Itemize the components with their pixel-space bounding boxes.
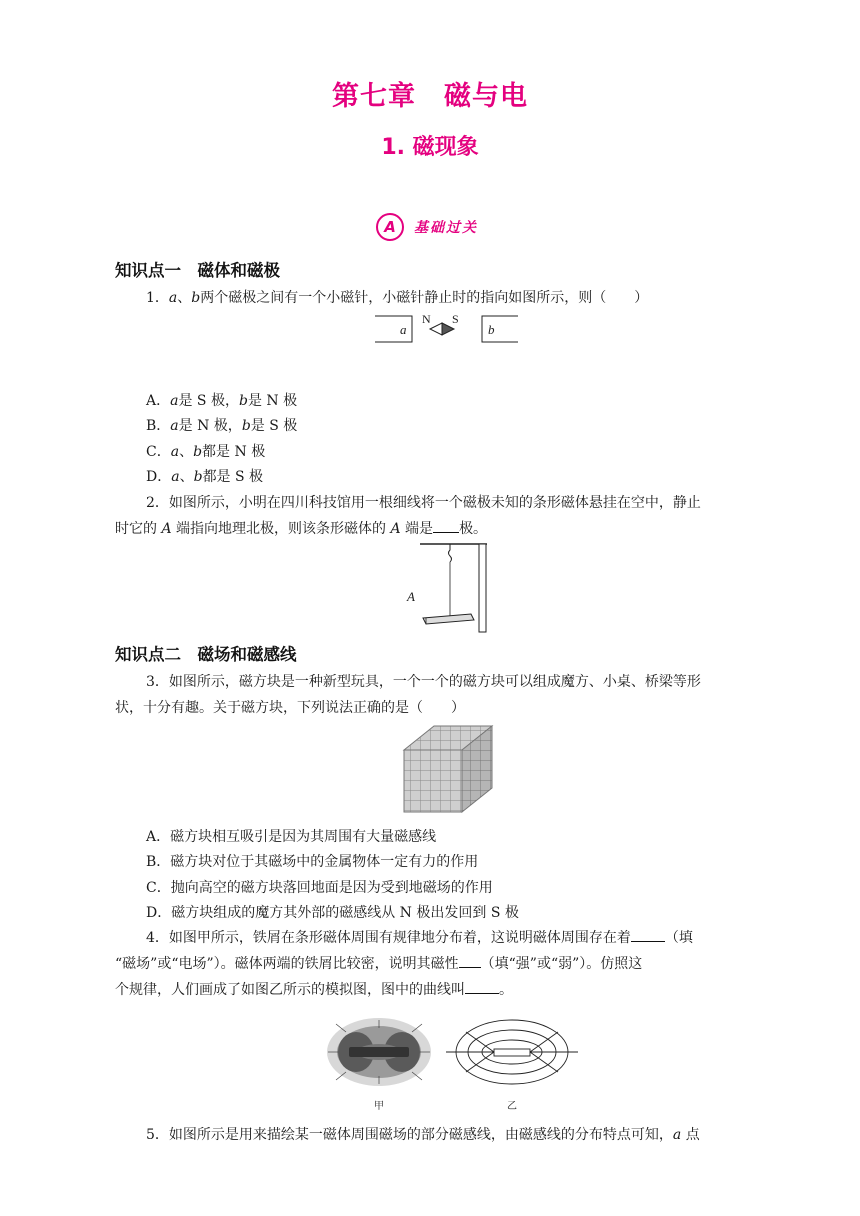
- question-3-option-b[interactable]: [146, 852, 478, 872]
- option-text: 是 S 极: [250, 418, 298, 434]
- question-1-option-d[interactable]: [146, 467, 263, 487]
- var-a: a: [168, 290, 178, 306]
- option-var: a: [171, 469, 180, 485]
- question-text: 点: [681, 1127, 700, 1143]
- knowledge-point-heading-1: 知识点一 磁体和磁极: [115, 261, 280, 280]
- option-var: a: [170, 444, 180, 460]
- question-text: 极。: [459, 521, 488, 537]
- option-text: 、: [179, 444, 194, 460]
- question-text: 如图所示是用来描绘某一磁体周围磁场的部分磁感线，由磁感线的分布特点可知，: [168, 1127, 673, 1143]
- separator: 、: [177, 290, 192, 306]
- option-var: b: [241, 418, 251, 434]
- option-text: 磁方块组成的魔方其外部的磁感线从 N 极出发回到 S 极: [171, 905, 519, 921]
- question-1-option-a[interactable]: [146, 391, 297, 411]
- option-text: 都是 S 极: [202, 469, 264, 485]
- option-letter: C．: [146, 880, 171, 896]
- bar-magnet-icon: [423, 614, 474, 624]
- option-letter: A．: [146, 393, 171, 409]
- option-text: 抛向高空的磁方块落回地面是因为受到地磁场的作用: [170, 880, 493, 896]
- figure-label-b: b: [488, 322, 495, 337]
- figure-label-a: A: [407, 589, 415, 604]
- question-number: 1．: [146, 290, 169, 306]
- question-3-option-d[interactable]: [146, 903, 519, 923]
- option-text: 磁方块相互吸引是因为其周围有大量磁感线: [170, 829, 437, 845]
- field-lines-diagram: [446, 1020, 578, 1084]
- question-text: 端指向地理北极，则该条形磁体的: [171, 521, 391, 537]
- question-2-stem: [115, 490, 752, 542]
- option-text: 、: [179, 469, 194, 485]
- iron-filings-image: [327, 1018, 431, 1086]
- figure-caption-yi: 乙: [507, 1101, 517, 1112]
- question-text: 个规律，人们画成了如图乙所示的模拟图，图中的曲线叫: [115, 982, 465, 998]
- question-3-stem: [115, 669, 752, 721]
- section-title: 1. 磁现象: [381, 135, 479, 160]
- figure-caption-jia: 甲: [374, 1101, 384, 1112]
- question-1-option-c[interactable]: [146, 442, 265, 462]
- level-letter-icon: A: [376, 213, 404, 241]
- magnet-poles-figure: [370, 308, 525, 348]
- question-3-option-a[interactable]: [146, 827, 436, 847]
- question-text: （填“强”或“弱”）。仿照这: [480, 956, 643, 972]
- question-text: 如图所示，小明在四川科技馆用一根细线将一个磁极未知的条形磁体悬挂在空中，静止: [168, 495, 701, 511]
- question-1-option-b[interactable]: [146, 416, 297, 436]
- option-letter: B．: [146, 418, 171, 434]
- figure-label-a: a: [400, 322, 407, 337]
- answer-blank[interactable]: [631, 925, 665, 942]
- option-text: 是 N 极，: [178, 418, 242, 434]
- magnet-cube-figure: [400, 720, 496, 816]
- question-5-stem: [115, 1122, 752, 1148]
- level-label: 基础过关: [414, 220, 478, 236]
- option-text: 是 N 极: [247, 393, 298, 409]
- var-b: b: [191, 290, 201, 306]
- hook-icon: [449, 544, 452, 562]
- question-number: 4．: [146, 930, 169, 946]
- question-text: 时它的: [115, 521, 162, 537]
- option-letter: C．: [146, 444, 171, 460]
- option-letter: B．: [146, 854, 171, 870]
- compass-needle-north-icon: [430, 323, 442, 335]
- question-text: 状，十分有趣。关于磁方块，下列说法正确的是（ ）: [115, 700, 465, 716]
- magnetic-field-figure: [316, 1004, 578, 1116]
- figure-label-south: S: [452, 312, 459, 326]
- question-number: 5．: [146, 1127, 169, 1143]
- question-text: “磁场”或“电场”）。磁体两端的铁屑比较密，说明其磁性: [115, 956, 459, 972]
- option-letter: D．: [146, 469, 172, 485]
- option-var: a: [170, 418, 179, 434]
- var-a: a: [672, 1127, 682, 1143]
- question-text: 如图甲所示，铁屑在条形磁体周围有规律地分布着，这说明磁体周围存在着: [168, 930, 631, 946]
- option-var: b: [193, 444, 203, 460]
- option-var: a: [170, 393, 179, 409]
- answer-blank[interactable]: [465, 977, 499, 994]
- option-text: 都是 N 极: [202, 444, 266, 460]
- question-text: 端是: [400, 521, 434, 537]
- answer-blank[interactable]: [459, 951, 481, 968]
- var-a: A: [161, 521, 172, 537]
- var-a: A: [390, 521, 401, 537]
- question-number: 3．: [146, 674, 169, 690]
- level-badge: [376, 213, 478, 241]
- option-var: b: [193, 469, 203, 485]
- figure-label-north: N: [422, 312, 431, 326]
- option-letter: D．: [146, 905, 172, 921]
- option-letter: A．: [146, 829, 171, 845]
- question-text: 。: [499, 982, 513, 998]
- question-number: 2．: [146, 495, 169, 511]
- option-var: b: [238, 393, 248, 409]
- chapter-title: 第七章 磁与电: [332, 81, 528, 112]
- question-text: 如图所示，磁方块是一种新型玩具，一个一个的磁方块可以组成魔方、小桌、桥梁等形: [168, 674, 701, 690]
- answer-blank[interactable]: [433, 516, 459, 533]
- question-text: （填: [664, 930, 693, 946]
- question-4-stem: [115, 925, 752, 1003]
- knowledge-point-heading-2: 知识点二 磁场和磁感线: [115, 645, 297, 664]
- question-text: 两个磁极之间有一个小磁针，小磁针静止时的指向如图所示，则（ ）: [200, 290, 649, 306]
- option-text: 磁方块对位于其磁场中的金属物体一定有力的作用: [170, 854, 479, 870]
- hanging-magnet-figure: [395, 540, 495, 636]
- option-text: 是 S 极，: [178, 393, 239, 409]
- question-3-option-c[interactable]: [146, 878, 493, 898]
- bar-magnet-icon: [349, 1047, 409, 1057]
